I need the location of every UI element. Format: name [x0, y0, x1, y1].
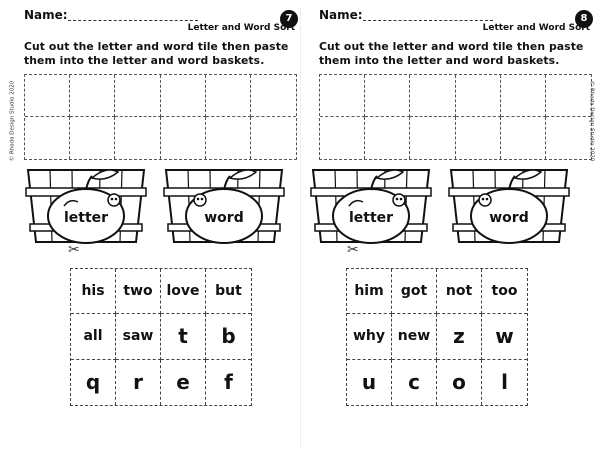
name-row [24, 8, 294, 24]
paste-cell[interactable] [115, 117, 160, 159]
paste-cell[interactable] [251, 117, 296, 159]
paste-cell[interactable] [410, 75, 455, 117]
paste-cell[interactable] [546, 75, 591, 117]
basket-label-word: word [204, 210, 244, 226]
basket-label-letter: letter [348, 210, 394, 226]
instruction-text: Cut out the letter and word tile then paste them into the letter and word baskets. [24, 40, 289, 67]
name-label: Name: [319, 8, 363, 22]
paste-cell[interactable] [501, 75, 546, 117]
paste-cell[interactable] [365, 75, 410, 117]
paste-cell[interactable] [501, 117, 546, 159]
tile-word[interactable]: why [347, 314, 392, 359]
cut-out-tiles [346, 268, 528, 406]
tile-word[interactable]: not [437, 269, 482, 314]
paste-grid[interactable] [319, 74, 595, 162]
paste-cell[interactable] [161, 117, 206, 159]
paste-cell[interactable] [456, 75, 501, 117]
paste-cell[interactable] [70, 75, 115, 117]
letter-basket [22, 158, 150, 244]
paste-cell[interactable] [115, 75, 160, 117]
tile-letter[interactable]: l [501, 370, 508, 395]
basket-apple-icon [160, 158, 288, 244]
name-label: Name: [24, 8, 68, 22]
word-basket [445, 158, 573, 244]
tile-letter[interactable]: t [161, 314, 206, 359]
paste-grid[interactable] [24, 74, 297, 160]
scissors-icon: ✂ [68, 242, 80, 258]
copyright-text: © Rhoda Design Studio 2020 [9, 80, 16, 162]
basket-apple-icon [445, 158, 573, 244]
worksheet-subtitle: Letter and Word Sort [482, 23, 590, 33]
basket-apple-icon [22, 158, 150, 244]
basket-label-word: word [489, 210, 529, 226]
tile-letter[interactable]: q [71, 360, 116, 405]
paste-cell[interactable] [320, 117, 365, 159]
instruction-text: Cut out the letter and word tile then paste them into the letter and word baskets. [319, 40, 584, 67]
tile-letter[interactable]: u [347, 360, 392, 405]
word-basket [160, 158, 288, 244]
page-divider [300, 8, 301, 448]
tile-word[interactable]: all [71, 314, 116, 359]
paste-cell[interactable] [161, 75, 206, 117]
tile-word[interactable]: two [116, 269, 161, 314]
tile-letter[interactable]: b [206, 314, 251, 359]
paste-cell[interactable] [70, 117, 115, 159]
tile-letter[interactable]: f [224, 370, 233, 395]
paste-cell[interactable] [25, 117, 70, 159]
tile-letter[interactable]: e [161, 360, 206, 405]
tile-letter[interactable]: w [482, 314, 527, 359]
tile-word[interactable]: him [347, 269, 392, 314]
worksheet-subtitle: Letter and Word Sort [187, 23, 295, 33]
tile-word[interactable]: saw [116, 314, 161, 359]
worksheet-number-badge: 8 [575, 10, 593, 28]
worksheet-number-badge: 7 [280, 10, 298, 28]
paste-cell[interactable] [546, 117, 591, 159]
basket-label-letter: letter [63, 210, 109, 226]
paste-cell[interactable] [456, 117, 501, 159]
paste-cell[interactable] [206, 117, 251, 159]
copyright-text: © Rhoda Design Studio 2020 [588, 80, 595, 162]
paste-cell[interactable] [206, 75, 251, 117]
tile-word[interactable]: new [392, 314, 437, 359]
tile-letter[interactable]: c [392, 360, 437, 405]
name-line[interactable] [363, 20, 493, 21]
tile-letter[interactable]: r [116, 360, 161, 405]
tile-letter[interactable]: o [437, 360, 482, 405]
worksheet-8 [305, 0, 595, 464]
cut-out-tiles [70, 268, 252, 406]
paste-cell[interactable] [365, 117, 410, 159]
name-row [319, 8, 589, 24]
tile-word[interactable]: his [71, 269, 116, 314]
basket-apple-icon [307, 158, 435, 244]
scissors-icon: ✂ [347, 242, 359, 258]
paste-cell[interactable] [25, 75, 70, 117]
tile-word[interactable]: got [392, 269, 437, 314]
tile-word[interactable]: too [482, 269, 527, 314]
paste-cell[interactable] [410, 117, 455, 159]
paste-cell[interactable] [251, 75, 296, 117]
name-line[interactable] [68, 20, 198, 21]
paste-cell[interactable] [320, 75, 365, 117]
tile-word[interactable]: but [206, 269, 251, 314]
tile-word[interactable]: love [161, 269, 206, 314]
letter-basket [307, 158, 435, 244]
worksheet-7 [10, 0, 300, 464]
tile-letter[interactable]: z [437, 314, 482, 359]
